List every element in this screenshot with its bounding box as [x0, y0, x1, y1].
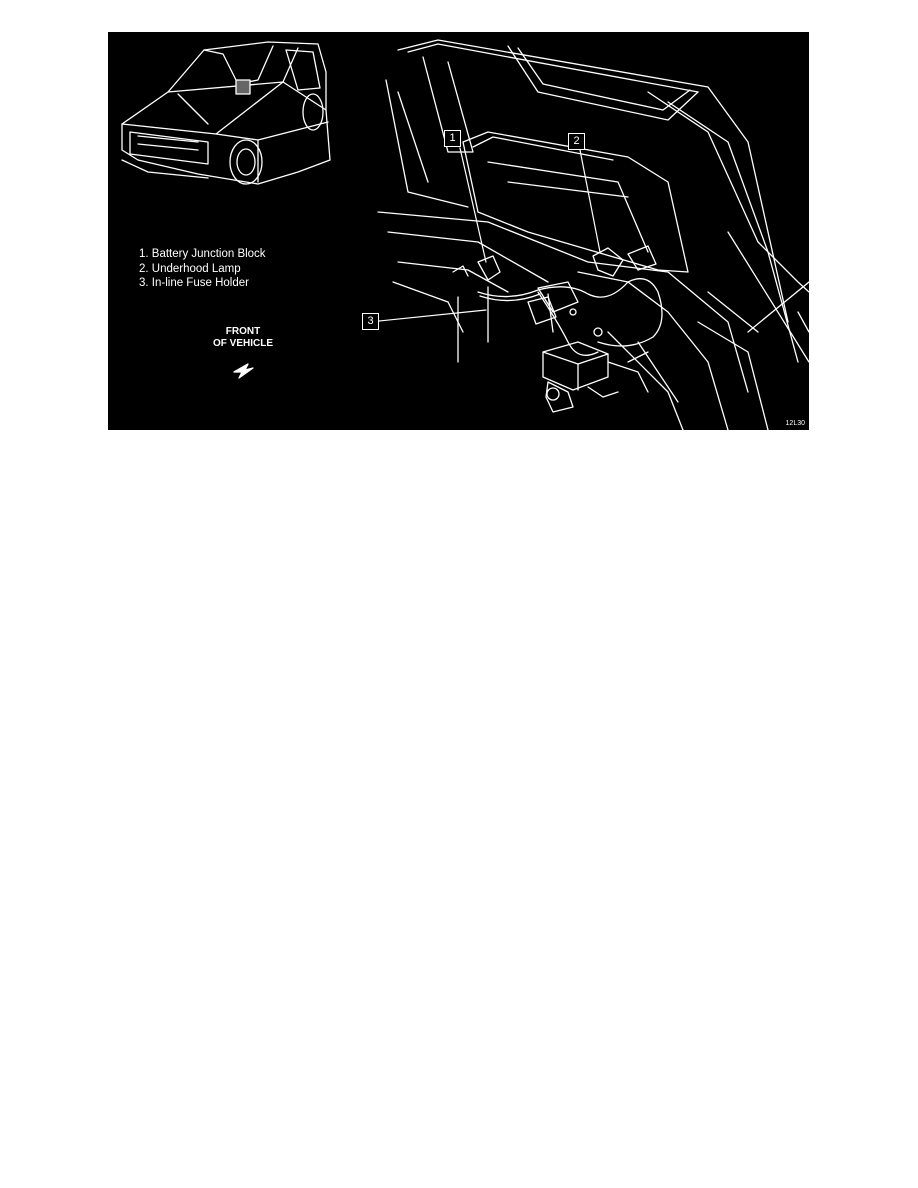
- callout-2: 2: [568, 133, 585, 150]
- underhood-diagram: [108, 32, 809, 430]
- front-of-vehicle-label: [198, 326, 288, 350]
- underhood-illustration: [378, 40, 809, 430]
- front-arrow: [234, 364, 253, 378]
- front-label-line2: OF VEHICLE: [212, 338, 273, 349]
- front-label-line1: FRONT: [225, 326, 261, 337]
- legend-item: 3. In-line Fuse Holder: [139, 277, 249, 289]
- callout-3: 3: [362, 313, 379, 330]
- legend-item: 2. Underhood Lamp: [139, 262, 241, 275]
- figure-id: 12L30: [785, 420, 805, 427]
- legend: [139, 247, 266, 291]
- vehicle-illustration: [122, 42, 330, 184]
- line-art: [108, 32, 809, 430]
- legend-item: 1. Battery Junction Block: [139, 248, 266, 260]
- callout-1: 1: [444, 130, 461, 147]
